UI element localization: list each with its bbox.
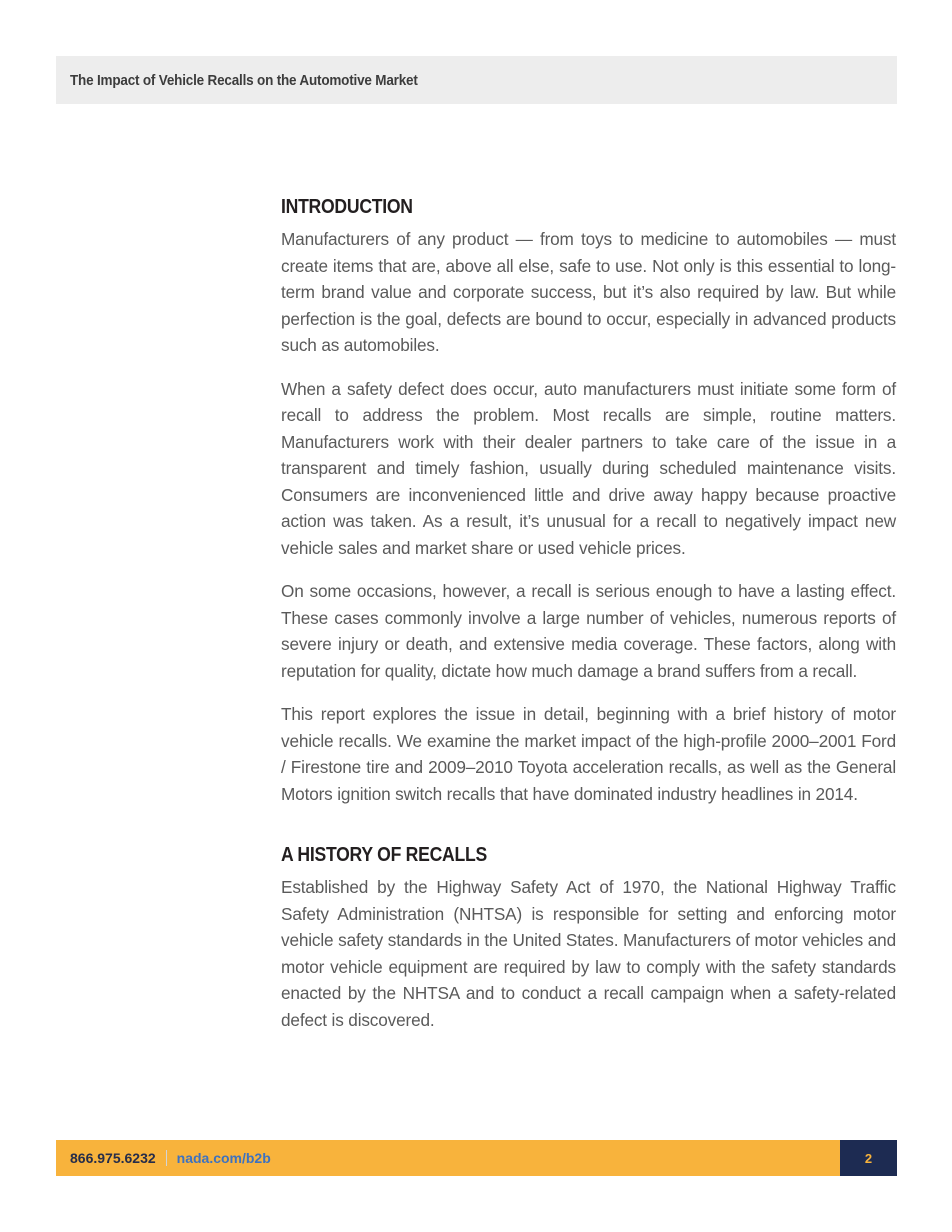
paragraph: This report explores the issue in detail, beginning with a brief history of motor vehicle recalls. We examine the market impact of the high-profile 2000–2001 Ford / Firestone tire and 2009–2010 Toyota acceleration recalls, as well as the General Motors ignition switch recalls that have dominated industry headlines in 2014.: [281, 704, 896, 804]
running-header: [56, 56, 897, 104]
paragraph: Established by the Highway Safety Act of 1970, the National Highway Traffic Safety Administration (NHTSA) is responsible for setting and enforcing motor vehicle safety standards in the United States. Manufacturers of motor vehicles and motor vehicle equipment are required by law to comply with the safety standards enacted by the NHTSA and to conduct a recall campaign when a safety-related defect is discovered.: [281, 877, 896, 1030]
document-title: The Impact of Vehicle Recalls on the Automotive Market: [70, 73, 418, 89]
main-content: [281, 192, 896, 1050]
paragraph: Manufacturers of any product — from toys to medicine to automobiles — must create items that are, above all else, safe to use. Not only is this essential to long-term brand value and corporate success, but it’s also required by law. But while perfection is the goal, defects are bound to occur, especially in advanced products such as automobiles.: [281, 229, 896, 355]
section-heading-introduction: INTRODUCTION: [281, 196, 413, 218]
page-number: 2: [864, 1150, 873, 1166]
section-heading-history: A HISTORY OF RECALLS: [281, 844, 487, 866]
footer-phone: 866.975.6232: [70, 1150, 156, 1166]
page-number-box: [840, 1140, 897, 1176]
section-spacer: [281, 824, 896, 840]
footer-bar: [56, 1140, 897, 1176]
paragraph: On some occasions, however, a recall is serious enough to have a lasting effect. These cases commonly involve a large number of vehicles, numerous reports of severe injury or death, and extensive media coverage. These factors, along with reputation for quality, dictate how much damage a brand suffers from a recall.: [281, 581, 896, 681]
footer-divider: [166, 1150, 167, 1166]
paragraph: When a safety defect does occur, auto manufacturers must initiate some form of recall to address the problem. Most recalls are simple, routine matters. Manufacturers work with their dealer partners to take care of the issue in a transparent and timely fashion, usually during scheduled maintenance visits. Consumers are inconvenienced little and drive away happy because proactive action was taken. As a result, it’s unusual for a recall to negatively impact new vehicle sales and market share or used vehicle prices.: [281, 378, 896, 558]
footer-website-link[interactable]: nada.com/b2b: [176, 1150, 271, 1166]
